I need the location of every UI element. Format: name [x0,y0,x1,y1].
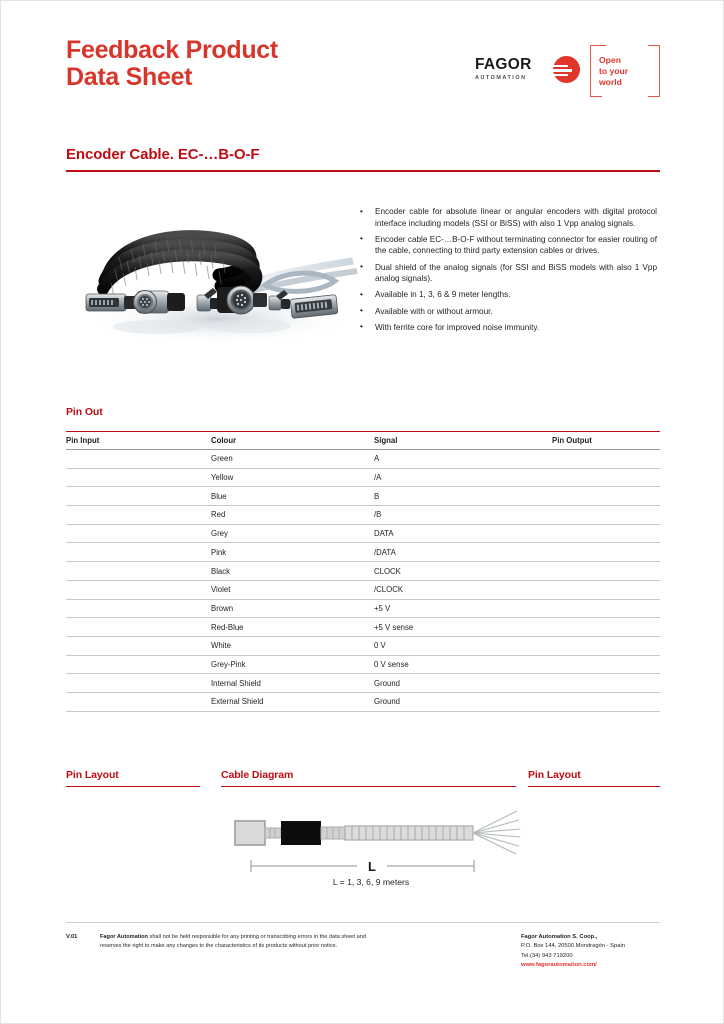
cable-diagram-rule [221,786,516,787]
logo-wordmark [475,57,545,82]
cell-colour: Grey [211,524,374,543]
logo-claim-box [590,45,660,97]
cell-pin-output [552,674,660,693]
document-version: V.01 [66,934,78,940]
cell-pin-output [552,562,660,581]
cell-signal: /B [374,506,552,525]
footer-website-link[interactable]: www.fagorautomation.com/ [521,962,597,969]
feature-item: • With ferrite core for improved noise immunity. [357,322,657,334]
cell-pin-output [552,636,660,655]
cell-signal: /A [374,468,552,487]
product-title-rule [66,170,660,172]
cell-signal: B [374,487,552,506]
cell-colour: Violet [211,580,374,599]
cell-colour: Grey-Pink [211,655,374,674]
cell-pin-input [66,674,211,693]
page-content [66,1,660,1023]
cell-signal: A [374,450,552,469]
logo-claim-line2: to your [599,66,629,76]
column-header-colour: Colour [211,432,374,450]
pin-layout-right-rule [528,786,660,787]
cell-colour: External Shield [211,692,374,711]
cell-pin-input [66,487,211,506]
feature-item: • Encoder cable for absolute linear or angular encoders with digital protocol interface including models (SSI or BiSS) with also 1 Vpp analog signals. [357,206,657,229]
table-row [66,506,660,525]
cell-pin-input [66,562,211,581]
cell-colour: White [211,636,374,655]
cell-pin-input [66,636,211,655]
cable-diagram-section [221,769,516,787]
feature-item: • Available in 1, 3, 6 & 9 meter lengths. [357,289,657,301]
cell-signal: 0 V sense [374,655,552,674]
cell-signal: Ground [374,692,552,711]
cell-pin-output [552,450,660,469]
cell-colour: Green [211,450,374,469]
logo-claim-notch-top [606,43,648,46]
cell-signal: 0 V [374,636,552,655]
cell-signal: +5 V [374,599,552,618]
encoder-cable-photo [69,199,359,371]
pin-out-section-heading [66,406,660,418]
cell-pin-input [66,506,211,525]
disclaimer-body: shall not be held responsible for any printing or transcribing errors in the data sheet and reserves the right to make any changes to the characteristics of its products without prior notice. [100,934,366,950]
logo-claim-line3: world [599,77,622,87]
cell-colour: Blue [211,487,374,506]
product-overview [66,197,660,377]
footer-disclaimer [66,933,366,952]
table-row [66,468,660,487]
pin-layout-right-title: Pin Layout [528,769,581,781]
cell-colour: Red-Blue [211,618,374,637]
disclaimer-company-name: Fagor Automation [100,934,148,940]
cell-pin-input [66,655,211,674]
column-header-pin-output: Pin Output [552,432,660,450]
logo-brand-text: FAGOR [475,56,532,73]
product-title: Encoder Cable. EC-…B-O-F [66,146,260,163]
product-feature-list [357,206,657,338]
cell-pin-output [552,468,660,487]
footer-company-name: Fagor Automation S. Coop., [521,934,598,940]
cell-colour: Internal Shield [211,674,374,693]
table-row [66,562,660,581]
cell-colour: Red [211,506,374,525]
cell-pin-output [552,580,660,599]
logo-claim-text [599,55,628,88]
cell-signal: +5 V sense [374,618,552,637]
cell-pin-input [66,524,211,543]
product-title-section [66,146,660,172]
table-row [66,524,660,543]
table-row [66,692,660,711]
footer-company-info [521,933,681,971]
feature-item: • Available with or without armour. [357,306,657,318]
logo-bar-1 [547,65,568,68]
pin-layout-left-rule [66,786,200,787]
cell-pin-input [66,618,211,637]
table-row [66,450,660,469]
cell-pin-input [66,543,211,562]
document-title-line1: Feedback Product [66,36,278,64]
fagor-logo [475,45,660,97]
cell-colour: Yellow [211,468,374,487]
table-row [66,599,660,618]
column-header-pin-input: Pin Input [66,432,211,450]
dimension-label-L: L [368,859,376,874]
cell-pin-output [552,543,660,562]
logo-claim-notch-bottom [602,96,648,99]
logo-bar-3 [547,74,568,77]
cell-pin-output [552,487,660,506]
pin-layout-left-title: Pin Layout [66,769,119,781]
table-row [66,580,660,599]
cell-signal: Ground [374,674,552,693]
page-footer [66,933,660,993]
table-row [66,674,660,693]
cell-pin-output [552,506,660,525]
cell-pin-output [552,692,660,711]
cell-colour: Pink [211,543,374,562]
table-row [66,487,660,506]
table-row [66,636,660,655]
table-row [66,618,660,637]
table-row [66,543,660,562]
feature-item: • Encoder cable EC-…B-O-F without terminating connector for easier routing of the cable, connecting to third party extension cables or drives. [357,234,657,257]
cell-pin-output [552,655,660,674]
pin-out-title: Pin Out [66,406,103,418]
document-title-line2: Data Sheet [66,63,193,91]
footer-address: P.O. Box 144, 20500 Mondragón - Spain [521,943,625,950]
fagor-mark-icon [553,56,580,83]
cell-pin-input [66,692,211,711]
pin-layout-left-section [66,769,200,787]
pin-layout-right-section [528,769,660,787]
page-header [66,37,660,109]
logo-brand-subtext: AUTOMATION [475,75,527,81]
cell-signal: /DATA [374,543,552,562]
cell-signal: /CLOCK [374,580,552,599]
cell-pin-output [552,618,660,637]
cell-pin-input [66,599,211,618]
table-header-row [66,432,660,450]
cell-pin-input [66,580,211,599]
disclaimer-text [100,933,366,952]
cable-diagram-title: Cable Diagram [221,769,294,781]
cell-pin-output [552,524,660,543]
cable-length-caption: L = 1, 3, 6, 9 meters [332,877,410,887]
document-title [66,37,278,91]
pin-out-table-body [66,450,660,712]
footer-phone: Tel.(34) 943 719200 [521,952,573,959]
cell-colour: Black [211,562,374,581]
cell-pin-output [552,599,660,618]
table-row [66,655,660,674]
cell-pin-input [66,450,211,469]
cell-signal: DATA [374,524,552,543]
feature-item: • Dual shield of the analog signals (for SSI and BiSS models with also 1 Vpp analog signals). [357,262,657,285]
cell-pin-input [66,468,211,487]
footer-divider [66,922,660,923]
cell-signal: CLOCK [374,562,552,581]
column-header-signal: Signal [374,432,552,450]
logo-bar-2 [547,69,572,72]
logo-claim-line1: Open [599,55,621,65]
pin-out-table [66,431,660,712]
cell-colour: Brown [211,599,374,618]
